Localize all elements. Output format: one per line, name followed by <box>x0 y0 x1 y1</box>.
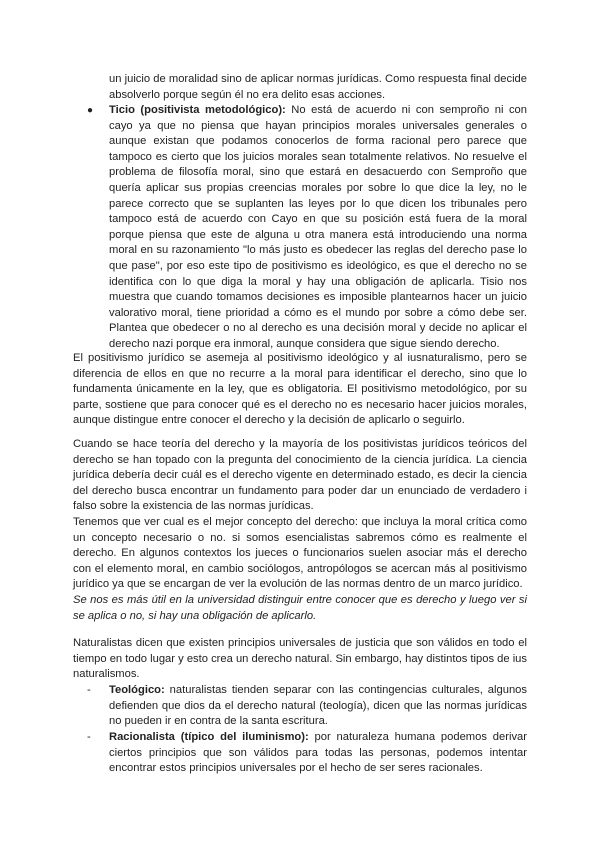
dash-item-teologico <box>87 683 527 730</box>
bullet-item-ticio <box>87 103 527 353</box>
ticio-label: Ticio (positivista metodológico): <box>109 104 286 116</box>
teologico-label: Teológico: <box>109 684 165 696</box>
paragraph-text: Se nos es más útil en la universidad distinguir entre conocer que es derecho y luego ver si se aplica o no, si hay una obligación de aplicarlo. <box>73 594 527 622</box>
racionalista-label: Racionalista (típico del iluminismo): <box>109 731 309 743</box>
continued-text: un juicio de moralidad sino de aplicar normas jurídicas. Como respuesta final decide absolverlo porque según él no era delito esas acciones. <box>109 73 527 101</box>
dash-marker: - <box>87 731 91 743</box>
continued-paragraph <box>109 72 527 103</box>
paragraph-text: Naturalistas dicen que existen principios universales de justicia que son válidos en todo el tiempo en todo lugar y esto crea un derecho natural. Sin embargo, hay distintos tipos de ius naturalismos. <box>73 637 527 681</box>
paragraph-positivismo <box>73 351 527 429</box>
dash-item-racionalista <box>87 730 527 777</box>
paragraph-naturalistas <box>73 636 527 683</box>
ticio-text: No está de acuerdo ni con semproño ni con cayo ya que no piensa que hayan principios morales universales generales o aunque existan que podamos conocerlos de forma racional pero parece que tampoco es cierto que los juicios morales sean totalmente relativos. No resuelve el problema de filosofía moral, sino que estará en desacuerdo con Semproño que quería aplicar sus propias creencias morales por sobre lo que dice la ley, no le parece correcto que se suplanten las leyes por lo que dicen los tribunales pero tampoco está de acuerdo con Cayo en que su posición está fuera de la moral porque piensa que este de alguna u otra manera está introduciendo una norma moral en su razonamiento "lo más justo es obedecer las reglas del derecho pase lo que pase", por eso este tipo de positivismo es ideológico, es que el derecho no se identifica con lo que diga la moral y hay una obligación de aplicarla. Tisio nos muestra que cuando tomamos decisiones es imposible plantearnos hacer un juicio valorativo moral, tiene prioridad a cómo es el mundo por sobre a cómo debe ser. Plantea que obedecer o no al derecho es una decisión moral y decide no aplicar el derecho nazi porque era inmoral, aunque considera que sigue siendo derecho. <box>109 104 527 350</box>
racionalista-text: por naturaleza humana podemos derivar ciertos principios que son válidos para todas las personas, podemos intentar encontrar estos principios universales por el hecho de ser seres racionales. <box>109 731 527 775</box>
paragraph-italic-note <box>73 593 527 624</box>
paragraph-concepto <box>73 515 527 593</box>
dash-marker: - <box>87 684 91 696</box>
teologico-text: naturalistas tienden separar con las contingencias culturales, algunos defienden que dios da el derecho natural (teología), dicen que las normas jurídicas no pueden ir en contra de la santa escritura. <box>109 684 527 728</box>
bullet-icon: ● <box>87 105 94 116</box>
paragraph-text: Cuando se hace teoría del derecho y la mayoría de los positivistas jurídicos teóricos del derecho se han topado con la pregunta del conocimiento de la ciencia jurídica. La ciencia jurídica debería decir cuál es el derecho vigente en determinado estado, es decir la ciencia del derecho busca encontrar un fundamento para poder dar un enunciado de verdadero i falso sobre la existencia de las normas jurídicas. <box>73 438 527 513</box>
paragraph-teoria <box>73 437 527 515</box>
paragraph-text: El positivismo jurídico se asemeja al positivismo ideológico y al iusnaturalismo, pero se diferencia de ellos en que no recurre a la moral para identificar el derecho, sino que lo fundamenta únicamente en la ley, que es obligatoria. El positivismo metodológico, por su parte, sostiene que para conocer qué es el derecho no es necesario hacer juicios morales, aunque distingue entre conocer el derecho y la decisión de aplicarlo o seguirlo. <box>73 352 527 427</box>
paragraph-text: Tenemos que ver cual es el mejor concepto del derecho: que incluya la moral crítica como un concepto necesario o no. si somos esencialistas sabremos cómo es realmente el derecho. En algunos contextos los jueces o funcionarios suelen asociar más el derecho con el elemento moral, en cambio sociólogos, antropólogos se acercan más al positivismo jurídico ya que se encargan de ver la evolución de las normas dentro de un marco jurídico. <box>73 516 527 591</box>
